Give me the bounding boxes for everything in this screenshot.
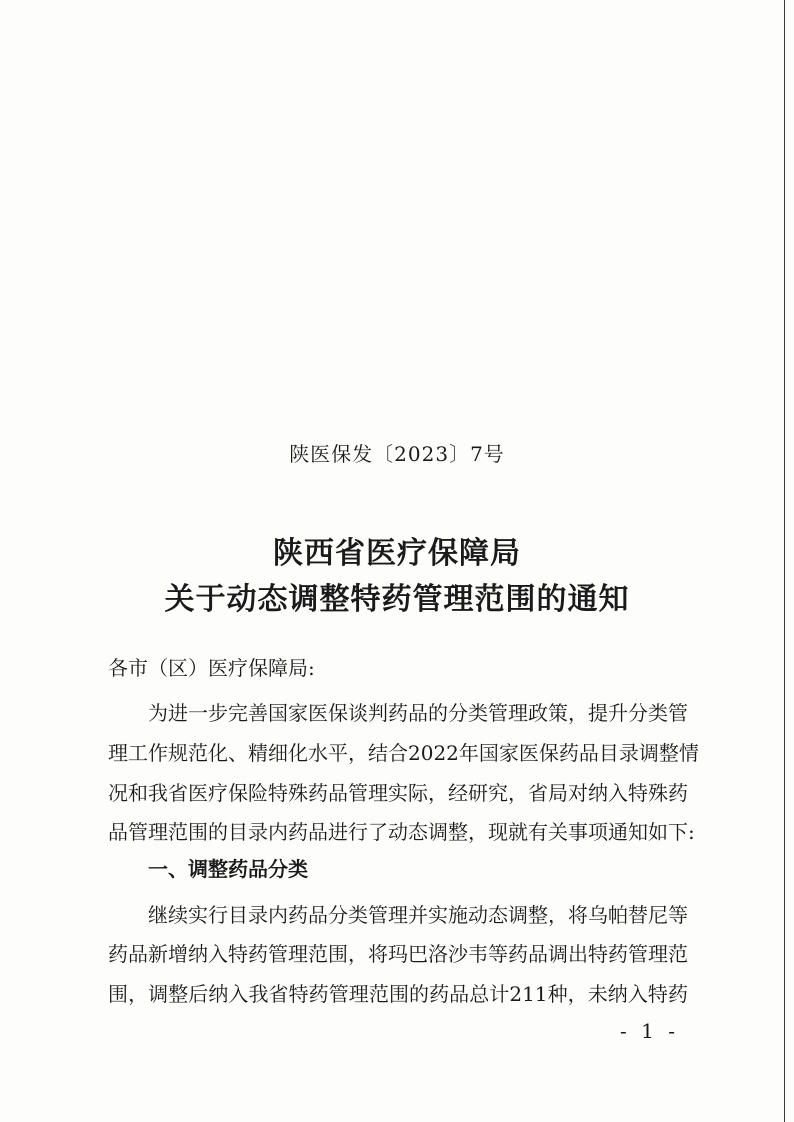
paragraph-1-line: 理工作规范化、精细化水平，结合2022年国家医保药品目录调整情 (108, 741, 699, 765)
document-title-line-2: 关于动态调整特药管理范围的通知 (164, 582, 630, 617)
document-number: 陕医保发〔2023〕7号 (289, 442, 505, 466)
document-title-line-1: 陕西省医疗保障局 (273, 536, 521, 571)
salutation: 各市（区）医疗保障局: (108, 656, 315, 680)
paragraph-2-line: 药品新增纳入特药管理范围，将玛巴洛沙韦等药品调出特药管理范 (108, 942, 688, 966)
section-heading-1: 一、调整药品分类 (148, 857, 308, 881)
paragraph-1-line: 品管理范围的目录内药品进行了动态调整，现就有关事项通知如下: (108, 820, 695, 844)
paragraph-2-line: 继续实行目录内药品分类管理并实施动态调整，将乌帕替尼等 (148, 903, 688, 927)
paragraph-1-line: 况和我省医疗保险特殊药品管理实际，经研究，省局对纳入特殊药 (108, 781, 688, 805)
page-number: - 1 - (620, 1019, 679, 1043)
paragraph-2-line: 围，调整后纳入我省特药管理范围的药品总计211种，未纳入特药 (108, 982, 688, 1006)
paragraph-1-line: 为进一步完善国家医保谈判药品的分类管理政策，提升分类管 (148, 701, 688, 725)
